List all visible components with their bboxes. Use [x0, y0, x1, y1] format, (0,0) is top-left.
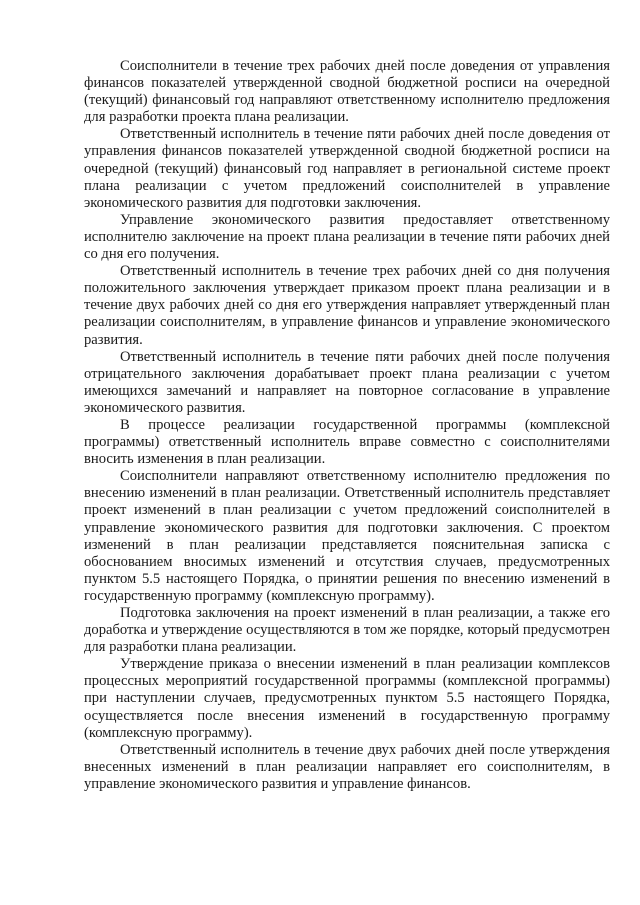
paragraph-3: Управление экономического развития предоставляет ответственному исполнителю заключение на проект плана реализации в течение пяти рабочих дней со дня его получения. [84, 211, 610, 263]
paragraph-10: Ответственный исполнитель в течение двух рабочих дней после утверждения внесенных изменений в план реализации направляет его соисполнителям, в управление экономического развития и управление финансов. [84, 741, 610, 792]
paragraph-7: Соисполнители направляют ответственному исполнителю предложения по внесению изменений в план реализации. Ответственный исполнитель представляет проект изменений в план реализации с учетом предложений соисполнителей в управление экономического развития для подготовки заключения. С проектом изменений в план реализации представляется пояснительная записка с обоснованием вносимых изменений и отсутствия случаев, предусмотренных пунктом 5.5 настоящего Порядка, о принятии решения по внесению изменений в государственную программу (комплексную программу). [84, 468, 610, 604]
paragraph-1: Соисполнители в течение трех рабочих дней после доведения от управления финансов показателей утвержденной сводной бюджетной росписи на очередной (текущий) финансовый год направляют ответственному исполнителю предложения для разработки проекта плана реализации. [84, 58, 610, 126]
paragraph-2: Ответственный исполнитель в течение пяти рабочих дней после доведения от управления финансов показателей утвержденной сводной бюджетной росписи на очередной (текущий) финансовый год направляет в региональной системе проект плана реализации с учетом предложений соисполнителей в управление экономического развития для подготовки заключения. [84, 126, 610, 211]
paragraph-9: Утверждение приказа о внесении изменений в план реализации комплексов процессных мероприятий государственной программы (комплексной программы) при наступлении случаев, предусмотренных пунктом 5.5 настоящего Порядка, осуществляется после внесения изменений в государственную программу (комплексную программу). [84, 656, 610, 741]
document-body [84, 58, 610, 793]
paragraph-5: Ответственный исполнитель в течение пяти рабочих дней после получения отрицательного заключения дорабатывает проект плана реализации с учетом имеющихся замечаний и направляет на повторное согласование в управление экономического развития. [84, 348, 610, 416]
paragraph-8: Подготовка заключения на проект изменений в план реализации, а также его доработка и утверждение осуществляются в том же порядке, который предусмотрен для разработки плана реализации. [84, 605, 610, 656]
paragraph-6: В процессе реализации государственной программы (комплексной программы) ответственный исполнитель вправе совместно с соисполнителями вносить изменения в план реализации. [84, 416, 610, 468]
paragraph-4: Ответственный исполнитель в течение трех рабочих дней со дня получения положительного заключения утверждает приказом проект плана реализации и в течение двух рабочих дней со дня его утверждения направляет утвержденный план реализации соисполнителям, в управление финансов и управление экономического развития. [84, 263, 610, 348]
